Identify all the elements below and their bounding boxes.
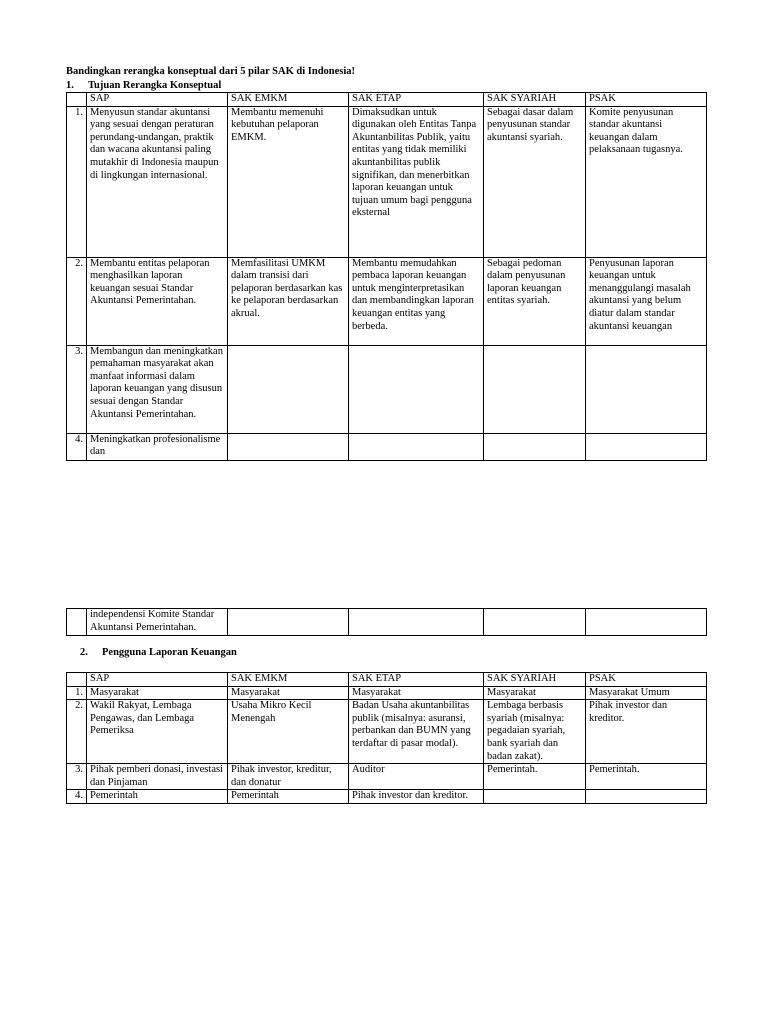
table-cell: Pemerintah [228, 790, 349, 804]
table-cell [349, 433, 484, 460]
table-cell: Masyarakat [87, 686, 228, 700]
table-cell [349, 345, 484, 433]
header-cell [67, 673, 87, 687]
table-cell [586, 790, 707, 804]
section-1-heading [66, 80, 221, 93]
table-cell [484, 609, 586, 636]
row-number: 1. [67, 686, 87, 700]
tujuan-table [66, 92, 707, 461]
table-cell [586, 345, 707, 433]
table-row [67, 106, 707, 257]
header-cell: PSAK [586, 673, 707, 687]
header-cell: SAP [87, 673, 228, 687]
table-row [67, 609, 707, 636]
table-cell [484, 345, 586, 433]
table-cell: Masyarakat [484, 686, 586, 700]
header-cell: SAK EMKM [228, 673, 349, 687]
table-cell: Dimaksudkan untuk digunakan oleh Entitas Tanpa Akuntanbilitas Publik, yaitu entitas yang tidak memiliki akuntanbilitas publik signifikan, dan menerbitkan laporan keuangan untuk tujuan umum bagi pengguna eksternal [349, 106, 484, 257]
table-cell [484, 433, 586, 460]
row-number: 4. [67, 433, 87, 460]
table-cell: Masyarakat [228, 686, 349, 700]
table-row [67, 257, 707, 345]
section-number: 2. [80, 647, 88, 658]
header-cell: PSAK [586, 93, 707, 107]
header-cell: SAK SYARIAH [484, 673, 586, 687]
table-cell: Masyarakat [349, 686, 484, 700]
table-row [67, 764, 707, 790]
table-cell: Membantu memudahkan pembaca laporan keuangan untuk menginterpretasikan dan membandingkan laporan keuangan entitas yang berbeda. [349, 257, 484, 345]
table-cell [228, 433, 349, 460]
row-number: 3. [67, 345, 87, 433]
header-cell: SAK SYARIAH [484, 93, 586, 107]
table-cell: Pihak pemberi donasi, investasi dan Pinjaman [87, 764, 228, 790]
section-title: Tujuan Rerangka Konseptual [88, 80, 222, 91]
row-number: 3. [67, 764, 87, 790]
table-cell: Auditor [349, 764, 484, 790]
row-number: 2. [67, 257, 87, 345]
table-cell: Pihak investor dan kreditor. [586, 700, 707, 764]
table-cell: independensi Komite Standar Akuntansi Pemerintahan. [87, 609, 228, 636]
header-cell: SAP [87, 93, 228, 107]
header-cell: SAK ETAP [349, 673, 484, 687]
header-cell [67, 93, 87, 107]
table-cell: Memfasilitasi UMKM dalam transisi dari pelaporan berdasarkan kas ke pelaporan berdasarkan akrual. [228, 257, 349, 345]
table-cell: Lembaga berbasis syariah (misalnya: pegadaian syariah, bank syariah dan badan zakat). [484, 700, 586, 764]
table-row [67, 433, 707, 460]
table-cell [349, 609, 484, 636]
table-cell: Penyusunan laporan keuangan untuk menanggulangi masalah akuntansi yang belum diatur dalam standar akuntansi keuangan [586, 257, 707, 345]
table-cell [484, 790, 586, 804]
table-cell [228, 609, 349, 636]
table-cell: Membantu entitas pelaporan menghasilkan laporan keuangan sesuai Standar Akuntansi Pemerintahan. [87, 257, 228, 345]
page-title: Bandingkan rerangka konseptual dari 5 pilar SAK di Indonesia! [66, 66, 356, 77]
header-cell: SAK ETAP [349, 93, 484, 107]
table-cell: Meningkatkan profesionalisme dan [87, 433, 228, 460]
table-row [67, 700, 707, 764]
table-header-row [67, 93, 707, 107]
table-cell: Pemerintah. [586, 764, 707, 790]
table-row [67, 790, 707, 804]
row-number: 2. [67, 700, 87, 764]
table-cell: Pihak investor, kreditur, dan donatur [228, 764, 349, 790]
table-cell: Sebagai dasar dalam penyusunan standar akuntansi syariah. [484, 106, 586, 257]
table-cell: Sebagai pedoman dalam penyusunan laporan keuangan entitas syariah. [484, 257, 586, 345]
pengguna-table [66, 672, 707, 804]
table-row [67, 345, 707, 433]
header-cell: SAK EMKM [228, 93, 349, 107]
table-cell: Badan Usaha akuntanbilitas publik (misalnya: asuransi, perbankan dan BUMN yang terdaftar di pasar modal). [349, 700, 484, 764]
table-cell: Pihak investor dan kreditor. [349, 790, 484, 804]
table-row [67, 686, 707, 700]
table-cell: Pemerintah [87, 790, 228, 804]
row-number [67, 609, 87, 636]
table-cell: Membantu memenuhi kebutuhan pelaporan EMKM. [228, 106, 349, 257]
section-number: 1. [66, 80, 74, 91]
table-cell [228, 345, 349, 433]
table-cell: Masyarakat Umum [586, 686, 707, 700]
tujuan-table-continued [66, 608, 707, 636]
table-cell: Komite penyusunan standar akuntansi keuangan dalam pelaksanaan tugasnya. [586, 106, 707, 257]
table-header-row [67, 673, 707, 687]
table-cell: Menyusun standar akuntansi yang sesuai dengan peraturan perundang-undangan, praktik dan wacana akuntansi paling mutakhir di Indonesia maupun di lingkungan internasional. [87, 106, 228, 257]
table-cell: Membangun dan meningkatkan pemahaman masyarakat akan manfaat informasi dalam laporan keuangan yang disusun sesuai dengan Standar Akuntansi Pemerintahan. [87, 345, 228, 433]
table-cell: Usaha Mikro Kecil Menengah [228, 700, 349, 764]
row-number: 4. [67, 790, 87, 804]
table-cell [586, 609, 707, 636]
table-cell: Pemerintah. [484, 764, 586, 790]
section-title: Pengguna Laporan Keuangan [102, 647, 237, 658]
table-cell [586, 433, 707, 460]
row-number: 1. [67, 106, 87, 257]
table-cell: Wakil Rakyat, Lembaga Pengawas, dan Lembaga Pemeriksa [87, 700, 228, 764]
section-2-heading [80, 647, 237, 660]
